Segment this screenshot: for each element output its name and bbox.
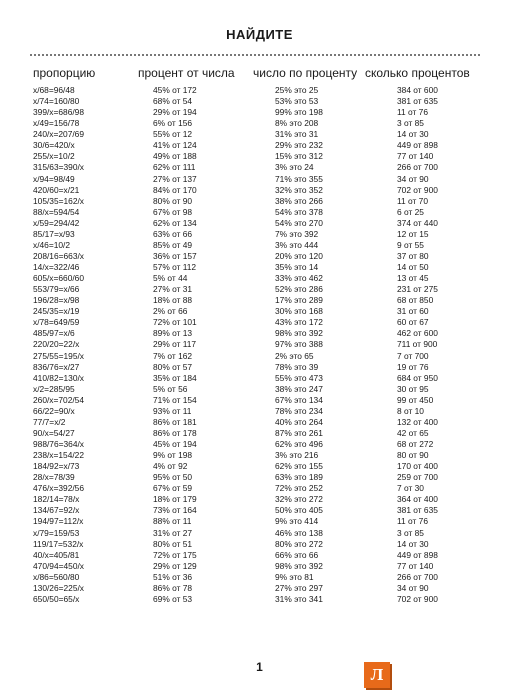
exercise-item: 68% от 54: [153, 96, 193, 107]
exercise-item: 20% это 120: [275, 250, 323, 261]
exercise-item: 476/x=392/56: [33, 483, 84, 494]
exercise-item: 449 от 898: [397, 140, 438, 151]
exercise-item: 38% это 266: [275, 195, 323, 206]
exercise-item: 4% от 92: [153, 461, 188, 472]
exercise-item: 3% это 24: [275, 162, 314, 173]
exercise-item: 18% от 179: [153, 494, 197, 505]
exercise-item: 260/x=702/54: [33, 394, 84, 405]
exercise-item: 5% от 44: [153, 273, 188, 284]
exercise-item: 9% это 81: [275, 571, 314, 582]
exercise-item: 684 от 950: [397, 372, 438, 383]
exercise-item: 105/35=162/x: [33, 195, 84, 206]
exercise-item: 11 от 76: [397, 107, 428, 118]
exercise-item: 196/28=x/98: [33, 295, 80, 306]
exercise-item: 3% это 216: [275, 450, 319, 461]
exercise-item: 78% это 39: [275, 361, 319, 372]
exercise-item: 12 от 15: [397, 228, 429, 239]
exercise-item: 57% от 112: [153, 262, 197, 272]
exercise-item: 67% это 134: [275, 394, 323, 405]
exercise-item: 194/97=112/x: [33, 516, 84, 527]
exercise-item: 245/35=x/19: [33, 306, 80, 317]
exercise-item: 7 от 30: [397, 483, 424, 494]
exercise-item: 19 от 76: [397, 361, 429, 372]
header-number-by-percent: число по проценту: [253, 66, 358, 80]
exercise-item: x/94=98/49: [33, 173, 75, 184]
exercise-item: 35% от 184: [153, 372, 197, 383]
exercise-item: 134/67=92/x: [33, 505, 80, 516]
exercise-item: 8 от 10: [397, 405, 424, 416]
exercise-item: 2% это 65: [275, 350, 314, 361]
exercise-item: 275/55=195/x: [33, 350, 84, 361]
exercise-item: 17% это 289: [275, 295, 323, 306]
exercise-item: 3% это 444: [275, 239, 319, 250]
exercise-item: 62% это 155: [275, 461, 323, 472]
exercise-item: 470/94=450/x: [33, 560, 84, 571]
exercise-item: 38% это 247: [275, 383, 323, 394]
exercise-item: 32% это 272: [275, 494, 323, 505]
publisher-logo: Л: [364, 662, 390, 688]
exercise-item: 54% это 270: [275, 217, 323, 228]
exercise-item: 836/76=x/27: [33, 361, 80, 372]
exercise-item: x/79=159/53: [33, 527, 80, 538]
exercise-item: 66/22=90/x: [33, 405, 75, 416]
exercise-item: 702 от 900: [397, 593, 438, 604]
exercise-item: 67% от 98: [153, 206, 193, 217]
exercise-item: 266 от 700: [397, 162, 438, 173]
exercise-item: 364 от 400: [397, 494, 438, 505]
exercise-item: 170 от 400: [397, 461, 438, 472]
exercise-item: 40/x=405/81: [33, 549, 80, 560]
exercise-item: 99 от 450: [397, 394, 434, 405]
exercise-item: 80% от 51: [153, 538, 193, 549]
exercise-item: 85% от 49: [153, 239, 193, 250]
exercise-item: 88/x=594/54: [33, 206, 80, 217]
exercise-item: 51% от 36: [153, 571, 193, 582]
exercise-item: 384 от 600: [397, 85, 438, 95]
exercise-item: 69% от 53: [153, 593, 193, 604]
page-title: НАЙДИТЕ: [226, 27, 293, 42]
exercise-item: 45% от 172: [153, 85, 197, 95]
exercise-item: 6 от 25: [397, 206, 424, 217]
exercise-item: 53% это 53: [275, 96, 319, 107]
exercise-item: 132 от 400: [397, 416, 438, 427]
exercise-item: 40% это 264: [275, 416, 323, 427]
exercise-item: 208/16=663/x: [33, 250, 84, 261]
exercise-item: 9 от 55: [397, 239, 424, 250]
exercise-item: 182/14=78/x: [33, 494, 80, 505]
exercise-item: 266 от 700: [397, 571, 438, 582]
exercise-item: 381 от 635: [397, 96, 438, 107]
exercise-item: 2% от 66: [153, 306, 188, 317]
exercise-item: 33% это 462: [275, 273, 323, 284]
exercise-item: 42 от 65: [397, 427, 429, 438]
exercise-item: 77 от 140: [397, 560, 434, 571]
exercise-item: 55% от 12: [153, 129, 193, 140]
exercise-item: 31 от 60: [397, 306, 429, 317]
exercise-item: x/46=10/2: [33, 239, 71, 250]
exercise-item: 97% это 388: [275, 339, 323, 350]
exercise-item: 29% от 129: [153, 560, 197, 571]
exercise-item: 650/50=65/x: [33, 593, 80, 604]
exercise-item: 52% это 286: [275, 284, 323, 295]
exercise-item: 80% от 90: [153, 195, 193, 206]
exercise-item: 30 от 95: [397, 383, 429, 394]
exercise-item: x/78=649/59: [33, 317, 80, 328]
exercise-item: 86% от 181: [153, 416, 197, 427]
exercise-item: 130/26=225/x: [33, 582, 84, 593]
exercise-item: 29% от 117: [153, 339, 197, 350]
exercise-item: 31% от 27: [153, 527, 193, 538]
exercise-item: 77 от 140: [397, 151, 434, 162]
exercise-item: 30/6=420/x: [33, 140, 75, 151]
exercise-item: 14 от 30: [397, 129, 429, 140]
exercise-item: 35% это 14: [275, 262, 319, 272]
exercise-item: 80% от 57: [153, 361, 193, 372]
column-proportion: [33, 85, 84, 605]
exercise-item: 62% от 134: [153, 217, 197, 228]
exercise-item: 36% от 157: [153, 250, 197, 261]
exercise-item: 184/92=x/73: [33, 461, 80, 472]
exercise-item: 485/97=x/6: [33, 328, 75, 339]
exercise-item: 711 от 900: [397, 339, 438, 350]
exercise-item: 31% это 341: [275, 593, 323, 604]
exercise-item: 13 от 45: [397, 273, 429, 284]
exercise-item: 93% от 11: [153, 405, 192, 416]
dotted-divider: [30, 54, 480, 56]
exercise-item: 11 от 76: [397, 516, 428, 527]
exercise-item: 41% от 124: [153, 140, 197, 151]
exercise-item: 67% от 59: [153, 483, 193, 494]
exercise-item: 119/17=532/x: [33, 538, 84, 549]
exercise-item: 988/76=364/x: [33, 439, 84, 449]
exercise-item: 462 от 600: [397, 328, 438, 339]
exercise-item: 27% от 31: [153, 284, 193, 295]
exercise-item: 62% от 111: [153, 162, 196, 173]
exercise-item: 381 от 635: [397, 505, 438, 516]
exercise-item: 14/x=322/46: [33, 262, 80, 272]
exercise-item: 28/x=78/39: [33, 472, 75, 483]
exercise-item: 60 от 67: [397, 317, 429, 328]
exercise-item: 80 от 90: [397, 450, 429, 461]
page-number: 1: [256, 660, 263, 674]
exercise-item: 71% от 154: [153, 394, 197, 405]
exercise-item: 89% от 13: [153, 328, 193, 339]
exercise-item: 7 от 700: [397, 350, 429, 361]
exercise-item: x/68=96/48: [33, 85, 75, 95]
exercise-item: 30% это 168: [275, 306, 323, 317]
exercise-item: 3 от 85: [397, 527, 424, 538]
exercise-item: 54% это 378: [275, 206, 323, 217]
exercise-item: 18% от 88: [153, 295, 193, 306]
exercise-item: 95% от 50: [153, 472, 193, 483]
column-percent-of-number: [153, 85, 197, 605]
exercise-item: 27% от 137: [153, 173, 197, 184]
exercise-item: 9% от 198: [153, 450, 193, 461]
column-number-by-percent: [275, 85, 323, 605]
exercise-item: 553/79=x/66: [33, 284, 80, 295]
exercise-item: 72% это 252: [275, 483, 323, 494]
exercise-item: 399/x=686/98: [33, 107, 84, 118]
exercise-item: 14 от 30: [397, 538, 429, 549]
exercise-item: 88% от 11: [153, 516, 192, 527]
exercise-item: 259 от 700: [397, 472, 438, 483]
exercise-item: 46% это 138: [275, 527, 323, 538]
exercise-item: 71% это 355: [275, 173, 323, 184]
exercise-item: 98% это 392: [275, 560, 323, 571]
exercise-item: 68 от 272: [397, 439, 434, 449]
exercise-item: x/49=156/78: [33, 118, 80, 129]
exercise-item: 238/x=154/22: [33, 450, 84, 461]
exercise-item: 3 от 85: [397, 118, 424, 129]
exercise-item: 49% от 188: [153, 151, 197, 162]
exercise-item: 231 от 275: [397, 284, 438, 295]
exercise-item: 66% это 66: [275, 549, 319, 560]
exercise-item: 449 от 898: [397, 549, 438, 560]
exercise-item: 32% это 352: [275, 184, 323, 195]
exercise-item: 11 от 70: [397, 195, 428, 206]
exercise-item: 63% это 189: [275, 472, 323, 483]
exercise-item: 86% от 178: [153, 427, 197, 438]
exercise-item: 34 от 90: [397, 173, 429, 184]
exercise-item: 9% это 414: [275, 516, 319, 527]
exercise-item: 85/17=x/93: [33, 228, 75, 239]
header-proportion: пропорцию: [33, 66, 96, 80]
exercise-item: 99% это 198: [275, 107, 323, 118]
exercise-item: x/74=160/80: [33, 96, 80, 107]
exercise-item: 86% от 78: [153, 582, 193, 593]
exercise-item: 605/x=660/60: [33, 273, 84, 284]
exercise-item: 43% это 172: [275, 317, 323, 328]
exercise-item: 72% от 175: [153, 549, 197, 560]
exercise-item: 87% это 261: [275, 427, 323, 438]
exercise-item: 8% это 208: [275, 118, 319, 129]
exercise-item: 7% это 392: [275, 228, 319, 239]
exercise-item: 255/x=10/2: [33, 151, 75, 162]
column-how-many-percent: [397, 85, 438, 605]
exercise-item: 77/7=x/2: [33, 416, 66, 427]
exercise-item: 34 от 90: [397, 582, 429, 593]
exercise-item: 37 от 80: [397, 250, 429, 261]
exercise-item: 315/63=390/x: [33, 162, 84, 173]
exercise-item: 420/60=x/21: [33, 184, 80, 195]
exercise-item: 72% от 101: [153, 317, 197, 328]
exercise-item: 80% это 272: [275, 538, 323, 549]
exercise-item: 702 от 900: [397, 184, 438, 195]
exercise-item: 78% это 234: [275, 405, 323, 416]
exercise-item: 7% от 162: [153, 350, 193, 361]
exercise-item: 63% от 66: [153, 228, 193, 239]
exercise-item: 98% это 392: [275, 328, 323, 339]
exercise-item: 90/x=54/27: [33, 427, 75, 438]
exercise-item: 29% это 232: [275, 140, 323, 151]
exercise-item: 6% от 156: [153, 118, 193, 129]
header-percent-of-number: процент от числа: [138, 66, 235, 80]
exercise-item: 29% от 194: [153, 107, 197, 118]
exercise-item: 45% от 194: [153, 439, 197, 449]
exercise-item: 31% это 31: [275, 129, 319, 140]
header-how-many-percent: сколько процентов: [365, 66, 470, 80]
exercise-item: 62% это 496: [275, 439, 323, 449]
exercise-item: 50% это 405: [275, 505, 323, 516]
exercise-item: 27% это 297: [275, 582, 323, 593]
exercise-item: 84% от 170: [153, 184, 197, 195]
exercise-item: 374 от 440: [397, 217, 438, 228]
exercise-item: 5% от 56: [153, 383, 188, 394]
exercise-item: 240/x=207/69: [33, 129, 84, 140]
exercise-item: 25% это 25: [275, 85, 319, 95]
exercise-item: 410/82=130/x: [33, 372, 84, 383]
exercise-item: 73% от 164: [153, 505, 197, 516]
exercise-item: 15% это 312: [275, 151, 323, 162]
exercise-item: x/86=560/80: [33, 571, 80, 582]
exercise-item: 55% это 473: [275, 372, 323, 383]
exercise-item: 14 от 50: [397, 262, 429, 272]
exercise-item: 220/20=22/x: [33, 339, 80, 350]
exercise-item: x/59=294/42: [33, 217, 80, 228]
exercise-item: 68 от 850: [397, 295, 434, 306]
exercise-item: x/2=285/95: [33, 383, 75, 394]
